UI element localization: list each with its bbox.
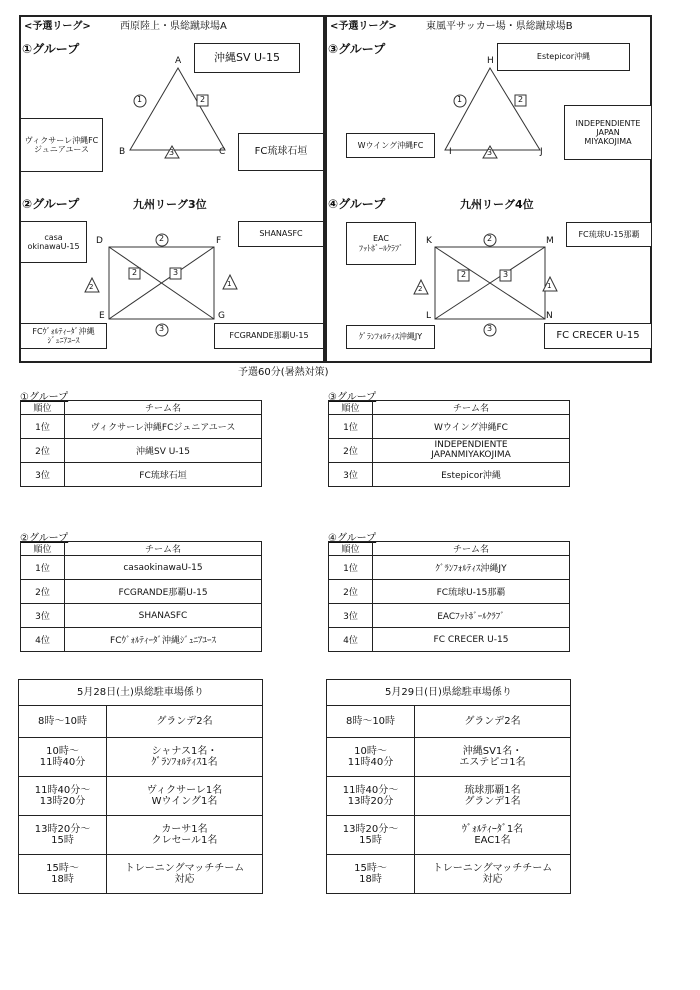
g4-match-d1: 2 (461, 270, 467, 279)
table-row (327, 777, 571, 816)
rank-header: 順位 (21, 542, 65, 556)
team-header: チーム名 (65, 542, 262, 556)
g3-match-3: 3 (487, 148, 493, 157)
rank-cell: 3位 (329, 463, 373, 487)
table-row (21, 556, 262, 580)
table-row (19, 816, 263, 855)
table-row (21, 580, 262, 604)
g2-match-bottom: 3 (159, 324, 165, 333)
g1-label: ①グループ (22, 42, 80, 56)
rank-cell: 4位 (21, 628, 65, 652)
duty-cell: シャナス1名・ ｸﾞﾗﾝﾌｫﾙﾃｨｽ1名 (107, 738, 263, 777)
team-header: チーム名 (65, 401, 262, 415)
duty-cell: 琉球那覇1名 グランデ1名 (415, 777, 571, 816)
rank-g3-label: ③グループ (328, 392, 377, 403)
g2-title: 九州リーグ3位 (133, 198, 207, 211)
duty-cell: ヴィクサーレ1名 Wウイング1名 (107, 777, 263, 816)
team-cell: casaokinawaU-15 (65, 556, 262, 580)
table-row (327, 855, 571, 894)
time-cell: 15時～ 18時 (327, 855, 415, 894)
table-row (329, 463, 570, 487)
team-header: チーム名 (373, 401, 570, 415)
g4-match-bottom: 3 (487, 324, 493, 333)
g4-point-l: L (426, 311, 432, 321)
parking-title: 5月29日(日)県総駐車場係り (327, 680, 571, 706)
time-cell: 10時～ 11時40分 (19, 738, 107, 777)
g3-point-j: J (540, 147, 543, 157)
duty-cell: 沖縄SV1名・ エステピコ1名 (415, 738, 571, 777)
duty-cell: ｳﾞｫﾙﾃｨｰﾀﾞ1名 EAC1名 (415, 816, 571, 855)
team-cell: Wウイング沖縄FC (373, 415, 570, 439)
g1-team-b: ヴィクサーレ沖縄FC ジュニアユース (20, 118, 103, 172)
rank-cell: 1位 (21, 556, 65, 580)
g4-match-left: 2 (418, 285, 423, 293)
time-cell: 10時～ 11時40分 (327, 738, 415, 777)
table-row (329, 604, 570, 628)
g1-match-1: 1 (137, 95, 143, 104)
team-cell: ｸﾞﾗﾝﾌｫﾙﾃｨｽ沖縄JY (373, 556, 570, 580)
time-cell: 11時40分～ 13時20分 (327, 777, 415, 816)
g4-point-k: K (426, 236, 432, 246)
duty-cell: グランデ2名 (107, 706, 263, 738)
parking-table-sat (18, 679, 263, 894)
g4-point-n: N (546, 311, 553, 321)
duty-cell: グランデ2名 (415, 706, 571, 738)
table-row (19, 706, 263, 738)
rank-cell: 3位 (21, 463, 65, 487)
table-row (329, 628, 570, 652)
g2-team-g: FCGRANDE那覇U-15 (214, 323, 324, 349)
rank-cell: 4位 (329, 628, 373, 652)
left-venue: 西原陸上・県総蹴球場A (119, 21, 227, 32)
g2-point-g: G (218, 311, 225, 321)
g3-team-i: Wウイング沖縄FC (346, 133, 435, 158)
g4-team-l: ｸﾞﾗﾝﾌｫﾙﾃｨｽ沖縄JY (346, 325, 435, 349)
g1-match-3: 3 (169, 148, 175, 157)
g2-match-right: 1 (227, 280, 232, 288)
rank-g2-label: ②グループ (20, 533, 69, 544)
g1-match-2: 2 (200, 95, 206, 104)
time-cell: 13時20分～ 15時 (327, 816, 415, 855)
table-row (21, 439, 262, 463)
parking-table-sun (326, 679, 571, 894)
parking-title: 5月28日(土)県総駐車場係り (19, 680, 263, 706)
rank-table-g1 (20, 400, 262, 487)
g4-match-right: 1 (547, 282, 552, 290)
time-cell: 8時～10時 (19, 706, 107, 738)
rank-g4-label: ④グループ (328, 533, 377, 544)
table-row (19, 777, 263, 816)
rank-cell: 2位 (21, 439, 65, 463)
g2-team-f: SHANASFC (238, 221, 324, 247)
g3-label: ③グループ (328, 42, 386, 56)
rank-table-g3 (328, 400, 570, 487)
team-cell: EACﾌｯﾄﾎﾞｰﾙｸﾗﾌﾞ (373, 604, 570, 628)
rank-cell: 2位 (329, 580, 373, 604)
rank-cell: 1位 (329, 556, 373, 580)
match-duration-note: 予選60分(暑熱対策) (238, 367, 329, 378)
g2-label: ②グループ (22, 197, 80, 211)
g2-team-d: casa okinawaU-15 (20, 221, 87, 263)
g2-point-f: F (216, 236, 222, 246)
rank-cell: 1位 (329, 415, 373, 439)
rank-table-g2 (20, 541, 262, 652)
table-row (329, 556, 570, 580)
rank-header: 順位 (329, 542, 373, 556)
g3-team-h: Estepicor沖縄 (497, 43, 630, 71)
team-cell: Estepicor沖縄 (373, 463, 570, 487)
table-row (327, 738, 571, 777)
g1-point-c: C (219, 147, 226, 157)
team-header: チーム名 (373, 542, 570, 556)
rank-header: 順位 (329, 401, 373, 415)
time-cell: 15時～ 18時 (19, 855, 107, 894)
team-cell: FC琉球U-15那覇 (373, 580, 570, 604)
right-venue: 東風平サッカー場・県総蹴球場B (425, 21, 573, 32)
duty-cell: トレーニングマッチチーム 対応 (415, 855, 571, 894)
g4-team-k: EAC ﾌｯﾄﾎﾞｰﾙｸﾗﾌﾞ (346, 222, 416, 265)
team-cell: 沖縄SV U-15 (65, 439, 262, 463)
duty-cell: トレーニングマッチチーム 対応 (107, 855, 263, 894)
g4-team-n: FC CRECER U-15 (544, 323, 652, 349)
g2-match-d2: 3 (173, 268, 179, 277)
g4-match-top: 2 (487, 234, 493, 243)
table-row (19, 738, 263, 777)
rank-cell: 1位 (21, 415, 65, 439)
g4-title: 九州リーグ4位 (460, 198, 534, 211)
g2-match-d1: 2 (132, 268, 138, 277)
g2-point-e: E (99, 311, 105, 321)
time-cell: 13時20分～ 15時 (19, 816, 107, 855)
g2-team-e: FCｳﾞｫﾙﾃｨｰﾀﾞ沖縄 ｼﾞｭﾆｱﾕｰｽ (20, 323, 107, 349)
g1-team-c: FC琉球石垣 (238, 133, 324, 171)
rank-header: 順位 (21, 401, 65, 415)
table-row (329, 415, 570, 439)
g4-label: ④グループ (328, 197, 386, 211)
g3-point-h: H (487, 56, 494, 66)
team-cell: INDEPENDIENTE JAPANMIYAKOJIMA (373, 439, 570, 463)
g3-match-1: 1 (457, 95, 463, 104)
table-row (327, 816, 571, 855)
g3-team-j: INDEPENDIENTE JAPAN MIYAKOJIMA (564, 105, 652, 160)
duty-cell: カーサ1名 クレセール1名 (107, 816, 263, 855)
team-cell: FC琉球石垣 (65, 463, 262, 487)
g4-team-m: FC琉球U-15那覇 (566, 222, 652, 247)
g1-point-b: B (119, 147, 126, 157)
table-row (21, 604, 262, 628)
team-cell: FC CRECER U-15 (373, 628, 570, 652)
time-cell: 8時～10時 (327, 706, 415, 738)
table-row (21, 415, 262, 439)
g2-match-left: 2 (89, 283, 94, 291)
team-cell: SHANASFC (65, 604, 262, 628)
g3-point-i: I (449, 147, 452, 157)
left-league-label: <予選リーグ> (24, 21, 91, 32)
g2-point-d: D (96, 236, 103, 246)
rank-table-g4 (328, 541, 570, 652)
table-row (329, 439, 570, 463)
table-row (329, 580, 570, 604)
team-cell: FCGRANDE那覇U-15 (65, 580, 262, 604)
rank-cell: 2位 (21, 580, 65, 604)
rank-cell: 3位 (329, 604, 373, 628)
table-row (21, 463, 262, 487)
rank-cell: 3位 (21, 604, 65, 628)
team-cell: FCｳﾞｫﾙﾃｨｰﾀﾞ沖縄ｼﾞｭﾆｱﾕｰｽ (65, 628, 262, 652)
table-row (327, 706, 571, 738)
g4-point-m: M (546, 236, 554, 246)
g1-point-a: A (175, 56, 182, 66)
g2-match-top: 2 (159, 234, 165, 243)
team-cell: ヴィクサーレ沖縄FCジュニアユース (65, 415, 262, 439)
table-row (19, 855, 263, 894)
rank-cell: 2位 (329, 439, 373, 463)
g4-match-d2: 3 (503, 270, 509, 279)
g1-team-a: 沖縄SV U-15 (194, 43, 300, 73)
g3-match-2: 2 (518, 95, 524, 104)
table-row (21, 628, 262, 652)
right-league-label: <予選リーグ> (330, 21, 397, 32)
time-cell: 11時40分～ 13時20分 (19, 777, 107, 816)
rank-g1-label: ①グループ (20, 392, 69, 403)
